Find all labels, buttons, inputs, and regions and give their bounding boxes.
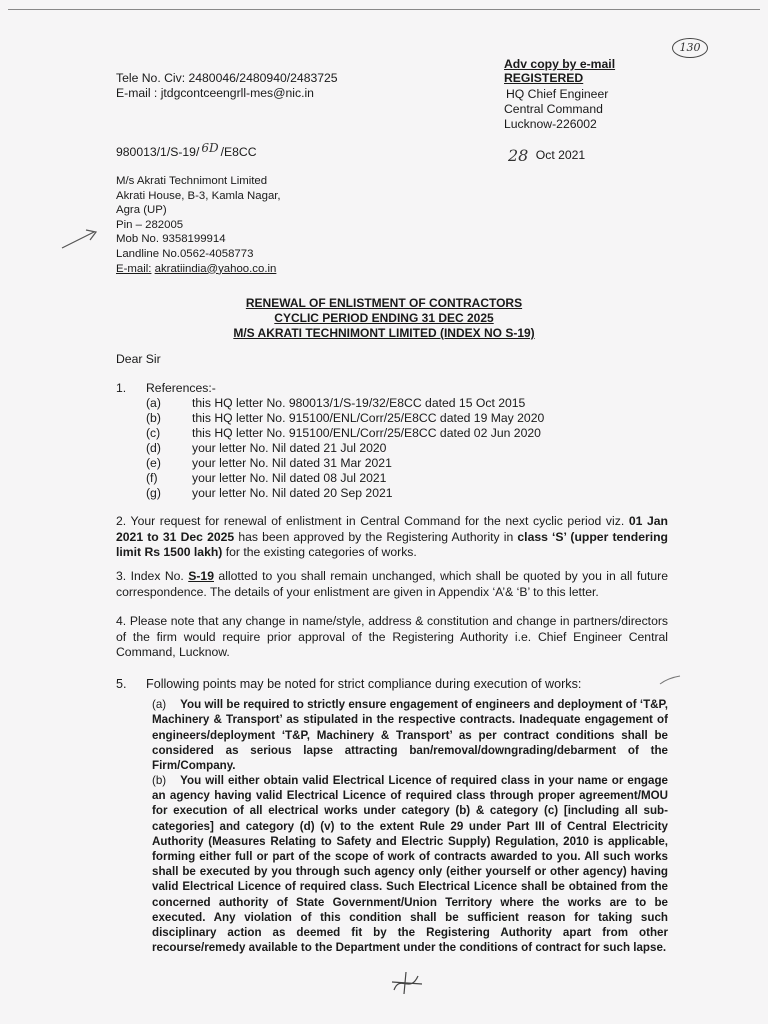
para5b-label: (b) [152,774,167,787]
reference-label: (g) [146,486,161,500]
references-heading: References:- [146,381,216,395]
paragraph-3 [116,569,668,600]
reference-text: this HQ letter No. 980013/1/S-19/32/E8CC dated 15 Oct 2015 [192,396,526,410]
addressee-block [116,174,281,276]
page-number-stamp: 130 [672,38,708,58]
para3-text: 3. Index No. [116,569,189,583]
reference-item [0,471,768,487]
reference-label: (b) [146,411,161,425]
reference-text: this HQ letter No. 915100/ENL/Corr/25/E8CC dated 19 May 2020 [192,411,545,425]
reference-text: this HQ letter No. 915100/ENL/Corr/25/E8CC dated 02 Jun 2020 [192,426,541,440]
para5b [152,773,668,955]
subject-line-2: CYCLIC PERIOD ENDING 31 DEC 2025 [274,311,494,325]
adv-copy-label: Adv copy by e-mail [504,57,616,71]
telephone-numbers: Tele No. Civ: 2480046/2480940/2483725 [116,71,338,85]
sender-address-line-1: HQ Chief Engineer [506,87,609,101]
para5a [152,697,668,773]
handwritten-arrow-mark [58,226,102,252]
para2-class: class ‘S’ (upper tendering limit Rs 1500 lakh) [116,529,668,559]
addressee-line: Agra (UP) [116,204,167,217]
reference-label: (a) [146,396,161,410]
addressee-line: Mob No. 9358199914 [116,233,226,246]
para3-text: allotted to you shall remain unchanged, which shall be quoted by you in all future correspondence. The details of your enlistment are given in Appendix ‘A’& ‘B’ to this letter. [116,569,668,599]
para5-number: 5. [116,677,127,691]
margin-tick-mark [658,674,682,688]
registered-label: REGISTERED [504,71,584,85]
subject-line-1: RENEWAL OF ENLISTMENT OF CONTRACTORS [245,296,523,310]
para1-number: 1. [116,381,127,395]
reference-prefix: 980013/1/S-19/ [116,145,200,159]
date-handwritten-day: 28 [508,146,529,165]
top-border-line [8,9,760,10]
addressee-line: M/s Akrati Technimont Limited [116,175,268,187]
reference-label: (f) [146,471,158,485]
addressee-line: Pin – 282005 [116,218,184,231]
para5a-text: You will be required to strictly ensure engagement of engineers and deployment of ‘T&P, Machinery & Transport’ as stipulated in the respective contracts. Inadequate engagement of engineers/deployment ‘T&P, Machinery & Transport’ as per contract conditions shall be considered as serious lapse attracting ban/removal/downgrading/debarment of the Firm/Company. [152,698,668,773]
handwritten-initial-mark [388,968,426,998]
date-month-year: Oct 2021 [535,148,586,162]
para5-heading: Following points may be noted for strict compliance during execution of works: [146,677,582,691]
subject-line-3: M/S AKRATI TECHNIMONT LIMITED (INDEX NO S-19) [233,326,535,340]
reference-text: your letter No. Nil dated 20 Sep 2021 [192,486,393,500]
reference-item [0,426,768,442]
sender-email: E-mail : jtdgcontceengrll-mes@nic.in [116,86,314,100]
para2-text: for the existing categories of works. [222,545,417,559]
reference-item [0,456,768,472]
para2-period: 01 Jan 2021 to 31 Dec 2025 [116,514,669,544]
reference-suffix: /E8CC [220,145,257,159]
sender-address-line-2: Central Command [504,102,603,116]
addressee-email-label: E-mail: [116,262,152,275]
reference-text: your letter No. Nil dated 21 Jul 2020 [192,441,387,455]
reference-item [0,396,768,412]
addressee-line: Landline No.0562-4058773 [116,247,254,260]
para5b-text: You will either obtain valid Electrical Licence of required class in your name or engage an agency having valid Electrical Licence of required class through proper agreement/MOU for execution of all electrical works under category (b) & category (c) [including all sub-categories] and category (d) (v) to the extent Rule 29 under Part III of Central Electricity Authority (Measures Relating to Safety and Electric Supply) Regulation, 2010 is applicable, forming either full or part of the scope of work of contracts awarded to you. All such works shall be executed by you through such agency only (either yourself or other agency) having valid Electrical Licence of required class. Such Electrical Licence shall be obtained from the concerned authority of State Government/Union Territory where the works are to be executed. Any violation of this condition shall be sufficient reason for taking such disciplinary action as deemed fit by the Registering Authority apart from other recourse/remedy available to the Department under the conditions of contract for such lapse. [152,774,668,955]
reference-label: (d) [146,441,161,455]
reference-item [0,411,768,427]
para2-text: has been approved by the Registering Authority in [234,529,518,544]
reference-text: your letter No. Nil dated 08 Jul 2021 [192,471,387,485]
reference-item [0,441,768,457]
paragraph-4: 4. Please note that any change in name/style, address & constitution and change in partners/directors of the firm would require prior approval of the Registering Authority i.e. Chief Engineer Central Command, Lucknow. [116,614,668,659]
sender-address-line-3: Lucknow-226002 [504,117,597,131]
reference-item [0,486,768,502]
para5a-label: (a) [152,698,167,711]
reference-label: (e) [146,456,161,470]
reference-label: (c) [146,426,161,440]
para2-text: 2. Your request for renewal of enlistment in Central Command for the next cyclic period viz. [116,514,629,528]
paragraph-2 [116,514,668,561]
reference-number [116,141,257,159]
para3-index: S-19 [188,569,214,583]
salutation: Dear Sir [116,352,161,366]
reference-handwritten: 6D [201,141,219,155]
letter-date [508,144,585,163]
reference-text: your letter No. Nil dated 31 Mar 2021 [192,456,392,470]
addressee-line: Akrati House, B-3, Kamla Nagar, [116,189,281,202]
addressee-email: akratiindia@yahoo.co.in [154,262,277,275]
